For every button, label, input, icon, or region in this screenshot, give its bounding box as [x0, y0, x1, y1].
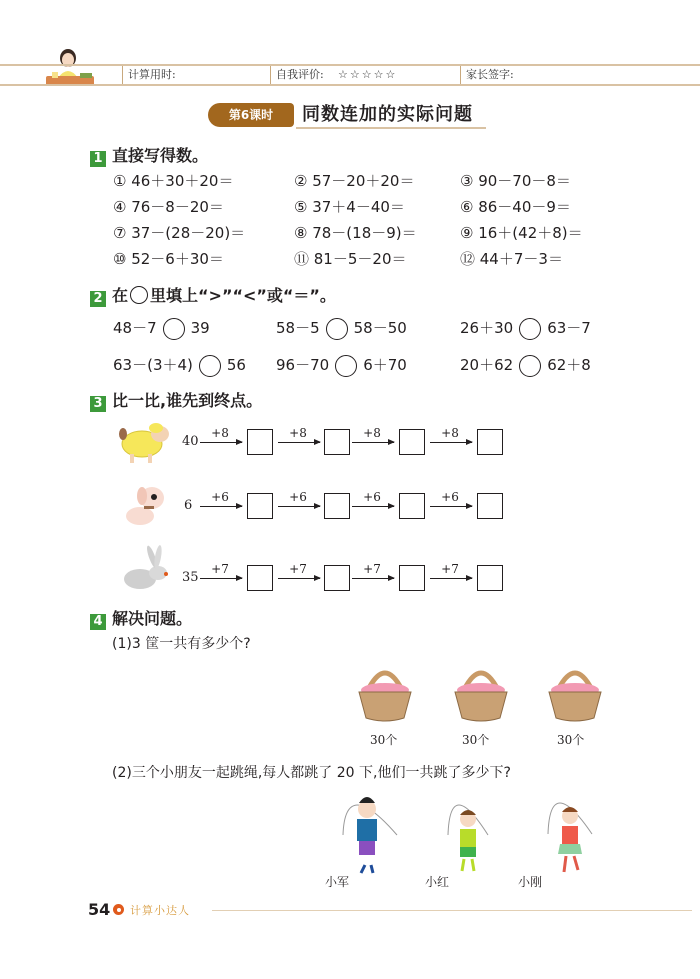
answer-box[interactable] [477, 429, 503, 455]
bullet-icon [113, 904, 124, 915]
answer-circle[interactable] [519, 318, 541, 340]
footer-rule [212, 910, 692, 911]
title-underline [296, 127, 486, 129]
step-label: +8 [441, 426, 459, 440]
answer-circle[interactable] [199, 355, 221, 377]
header-bar [0, 64, 700, 86]
equation-11: ⑪ 81－5－20＝ [294, 250, 407, 268]
arrow-icon [430, 442, 472, 443]
step-label: +6 [363, 490, 381, 504]
parent-signature-label: 家长签字: [466, 68, 514, 81]
equation-5: ⑤ 37＋4－40＝ [294, 198, 405, 216]
arrow-icon [278, 506, 320, 507]
arrow-icon [430, 506, 472, 507]
step-label: +6 [441, 490, 459, 504]
equation-8: ⑧ 78－(18－9)＝ [294, 224, 417, 242]
compare-item-1: 48－7 39 [113, 317, 210, 340]
equation-4: ④ 76－8－20＝ [113, 198, 224, 216]
basket-count: 30个 [462, 733, 490, 747]
equation-3: ③ 90－70－8＝ [460, 172, 571, 190]
compare-item-2: 58－5 58－50 [276, 317, 407, 340]
start-number: 35 [182, 570, 199, 585]
step-label: +8 [289, 426, 307, 440]
answer-box[interactable] [247, 493, 273, 519]
answer-box[interactable] [324, 493, 350, 519]
start-number: 6 [184, 498, 193, 513]
step-label: +6 [289, 490, 307, 504]
answer-box[interactable] [247, 565, 273, 591]
question-2: (2)三个小朋友一起跳绳,每人都跳了 20 下,他们一共跳了多少下? [112, 765, 511, 781]
brand-label: 计算小达人 [130, 904, 190, 917]
section-title-post: 里填上“>”“<”或“＝”。 [150, 286, 336, 305]
section-2-heading [90, 283, 336, 307]
compare-item-4: 63－(3＋4) 56 [113, 354, 246, 377]
circle-icon [130, 286, 148, 304]
arrow-icon [200, 506, 242, 507]
arrow-icon [278, 442, 320, 443]
section-title: 解决问题。 [112, 609, 193, 628]
step-label: +8 [363, 426, 381, 440]
step-label: +7 [363, 562, 381, 576]
equation-6: ⑥ 86－40－9＝ [460, 198, 571, 216]
section-title-pre: 在 [112, 286, 129, 305]
compare-item-3: 26＋30 63－7 [460, 317, 591, 340]
arrow-icon [430, 578, 472, 579]
answer-circle[interactable] [163, 318, 185, 340]
arrow-icon [278, 578, 320, 579]
compare-item-5: 96－70 6＋70 [276, 354, 407, 377]
section-number-badge: 2 [90, 291, 106, 307]
lesson-tag: 第6课时 [208, 103, 294, 127]
eval-label: 自我评价: [276, 68, 324, 81]
equation-7: ⑦ 37－(28－20)＝ [113, 224, 246, 242]
kid-name: 小红 [425, 875, 450, 889]
girl-jumping-rope-icon [540, 782, 600, 886]
step-label: +8 [211, 426, 229, 440]
step-label: +6 [211, 490, 229, 504]
step-label: +7 [289, 562, 307, 576]
answer-box[interactable] [399, 493, 425, 519]
answer-circle[interactable] [335, 355, 357, 377]
basket-count: 30个 [557, 733, 585, 747]
arrow-icon [352, 442, 394, 443]
answer-box[interactable] [324, 429, 350, 455]
compare-item-6: 20＋62 62＋8 [460, 354, 591, 377]
kid-name: 小刚 [518, 875, 543, 889]
equation-1: ① 46＋30＋20＝ [113, 172, 234, 190]
equation-12: ⑫ 44＋7－3＝ [460, 250, 563, 268]
equation-9: ⑨ 16＋(42＋8)＝ [460, 224, 583, 242]
question-1: (1)3 筐一共有多少个? [112, 636, 251, 652]
arrow-icon [352, 578, 394, 579]
arrow-icon [200, 442, 242, 443]
time-label: 计算用时: [128, 68, 176, 81]
section-3-heading [90, 388, 262, 412]
basket-count: 30个 [370, 733, 398, 747]
arrow-icon [352, 506, 394, 507]
answer-box[interactable] [477, 493, 503, 519]
lesson-title: 同数连加的实际问题 [302, 104, 473, 125]
equation-10: ⑩ 52－6＋30＝ [113, 250, 224, 268]
sheep-icon [116, 418, 174, 470]
answer-box[interactable] [399, 565, 425, 591]
rabbit-icon [118, 545, 174, 597]
answer-box[interactable] [247, 429, 273, 455]
apple-basket-icon [450, 662, 512, 728]
section-title: 比一比,谁先到终点。 [112, 391, 263, 410]
step-label: +7 [441, 562, 459, 576]
apple-basket-icon [354, 662, 416, 728]
section-1-heading [90, 143, 208, 167]
step-label: +7 [211, 562, 229, 576]
start-number: 40 [182, 434, 199, 449]
rating-stars[interactable]: ☆☆☆☆☆ [338, 68, 398, 81]
answer-circle[interactable] [519, 355, 541, 377]
answer-box[interactable] [399, 429, 425, 455]
section-number-badge: 1 [90, 151, 106, 167]
section-4-heading [90, 606, 192, 630]
apple-basket-icon [544, 662, 606, 728]
equation-2: ② 57－20＋20＝ [294, 172, 415, 190]
kid-name: 小军 [325, 875, 350, 889]
dog-icon [118, 484, 170, 534]
page-number: 54 [88, 900, 111, 919]
section-number-badge: 4 [90, 614, 106, 630]
section-number-badge: 3 [90, 396, 106, 412]
answer-circle[interactable] [326, 318, 348, 340]
answer-box[interactable] [324, 565, 350, 591]
arrow-icon [200, 578, 242, 579]
section-title: 直接写得数。 [112, 146, 209, 165]
answer-box[interactable] [477, 565, 503, 591]
